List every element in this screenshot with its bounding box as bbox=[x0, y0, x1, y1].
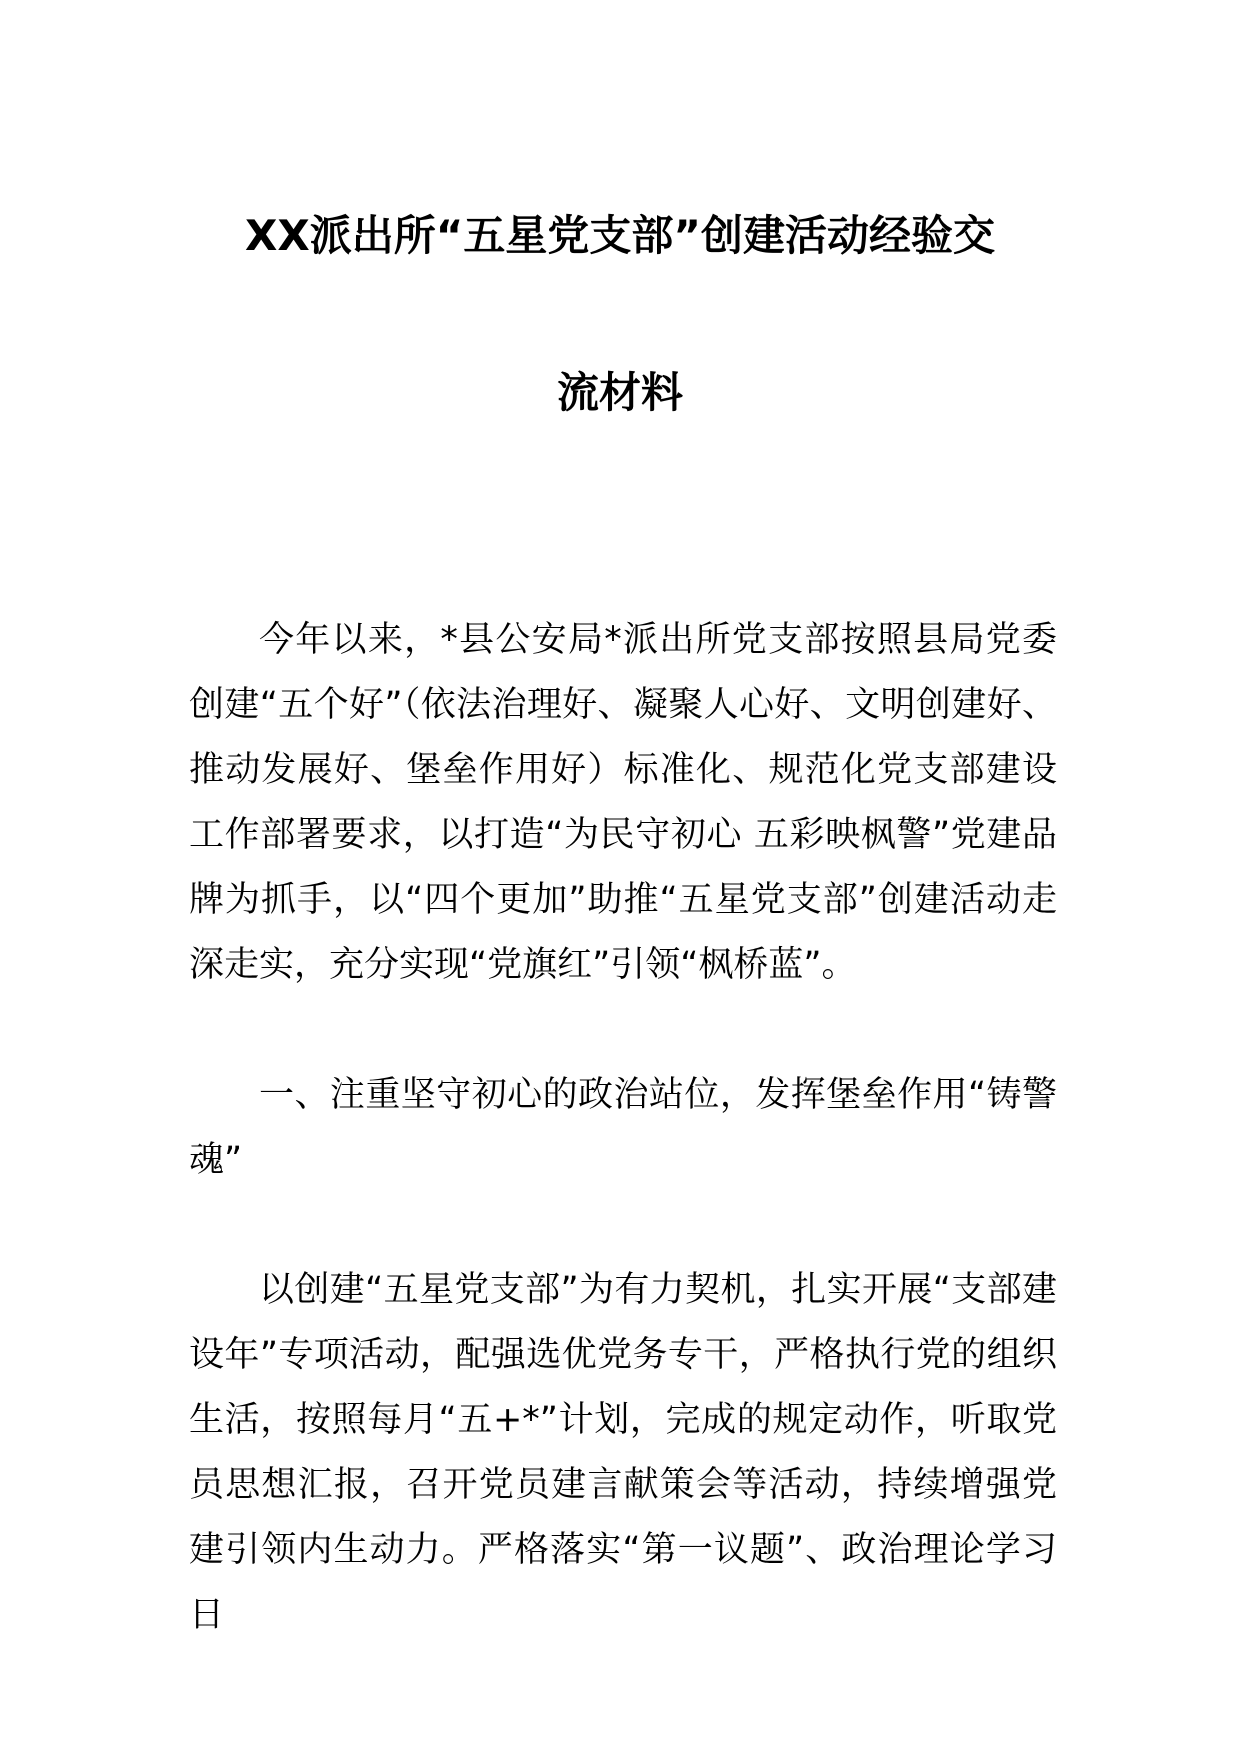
paragraph-section-1: 以创建“五星党支部”为有力契机，扎实开展“支部建设年”专项活动，配强选优党务专干，严格执行党的组织生活，按照每月“五+*”计划，完成的规定动作，听取党员思想汇报，召开党员建言献策会等活动，持续增强党建引领内生动力。严格落实“第一议题”、政治理论学习日 bbox=[189, 1270, 1057, 1635]
paragraph-gap bbox=[189, 998, 1057, 1063]
document-title-line-2: 流材料 bbox=[556, 368, 683, 417]
document-body bbox=[189, 608, 1057, 1648]
paragraph-intro: 今年以来，*县公安局*派出所党支部按照县局党委创建“五个好”（依法治理好、凝聚人心好、文明创建好、推动发展好、堡垒作用好）标准化、规范化党支部建设工作部署要求，以打造“为民守初心 五彩映枫警”党建品牌为抓手，以“四个更加”助推“五星党支部”创建活动走深走实，充分实现“党旗红”引领“枫桥蓝”。 bbox=[189, 620, 1057, 985]
document-title-line-1: XX派出所“五星党支部”创建活动经验交 bbox=[245, 211, 995, 260]
section-heading-1: 一、注重坚守初心的政治站位，发挥堡垒作用“铸警魂” bbox=[189, 1075, 1057, 1180]
paragraph-gap bbox=[189, 1193, 1057, 1258]
